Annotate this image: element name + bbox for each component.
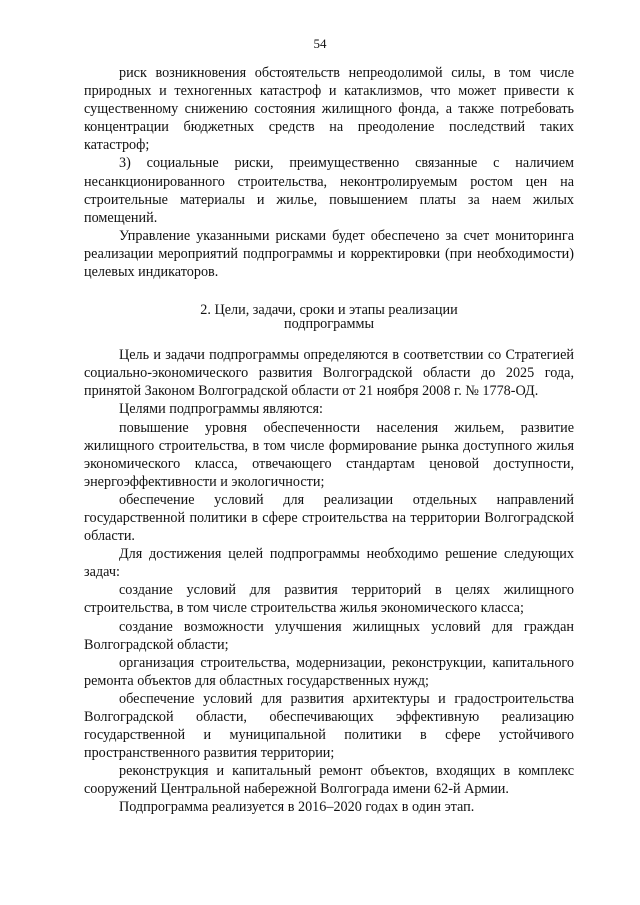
paragraph-social-risks: 3) социальные риски, преимущественно связанные с наличием несанкционированного строительства, неконтролируемым ростом цен на строительные материалы и жилье, повышением платы за наем жилых помещений. <box>84 155 574 226</box>
paragraph-force-majeure-risk: риск возникновения обстоятельств непреодолимой силы, в том числе природных и техногенных катастроф и катаклизмов, что может привести к существенному снижению состояния жилищного фонда, а также потребовать концентрации бюджетных средств на преодоление последствий таких катастроф; <box>84 65 574 154</box>
document-body <box>84 64 574 817</box>
section-heading <box>84 303 574 331</box>
paragraph-goals-basis: Цель и задачи подпрограммы определяются в соответствии со Стратегией социально-экономического развития Волгоградской области до 2025 года, принятой Законом Волгоградской области от 21 ноября 2008 г. № 1778-ОД. <box>84 347 574 400</box>
section-heading-line2: подпрограммы <box>284 316 374 333</box>
paragraph-risk-management: Управление указанными рисками будет обеспечено за счет мониторинга реализации мероприятий подпрограммы и корректировки (при необходимости) целевых индикаторов. <box>84 227 574 281</box>
paragraph-implementation-period: Подпрограмма реализуется в 2016–2020 годах в один этап. <box>119 799 475 816</box>
paragraph-goal-policy: обеспечение условий для реализации отдельных направлений государственной политики в сфере строительства на территории Волгоградской области. <box>84 491 574 545</box>
paragraph-task-construction: организация строительства, модернизации, реконструкции, капитального ремонта объектов для областных государственных нужд; <box>84 654 574 689</box>
paragraph-tasks-intro: Для достижения целей подпрограммы необходимо решение следующих задач: <box>84 546 574 581</box>
paragraph-goal-housing: повышение уровня обеспеченности населения жильем, развитие жилищного строительства, в том числе формирование рынка доступного жилья экономического класса, отвечающего стандартам ценовой доступности, энергоэффективности и экологичности; <box>84 419 574 490</box>
page-number: 54 <box>313 36 327 51</box>
paragraph-task-embankment: реконструкция и капитальный ремонт объектов, входящих в комплекс сооружений Центральной набережной Волгограда имени 62-й Армии. <box>84 763 574 798</box>
paragraph-task-territories: создание условий для развития территорий в целях жилищного строительства, в том числе строительства жилья экономического класса; <box>84 582 574 617</box>
paragraph-goals-intro: Целями подпрограммы являются: <box>119 401 323 418</box>
section-heading-line1: 2. Цели, задачи, сроки и этапы реализации <box>200 302 458 319</box>
paragraph-task-living-conditions: создание возможности улучшения жилищных условий для граждан Волгоградской области; <box>84 618 574 653</box>
paragraph-task-architecture: обеспечение условий для развития архитектуры и градостроительства Волгоградской области, обеспечивающих эффективную реализацию государственной и муниципальной политики в сфере устойчивого пространственного развития территории; <box>84 690 574 762</box>
